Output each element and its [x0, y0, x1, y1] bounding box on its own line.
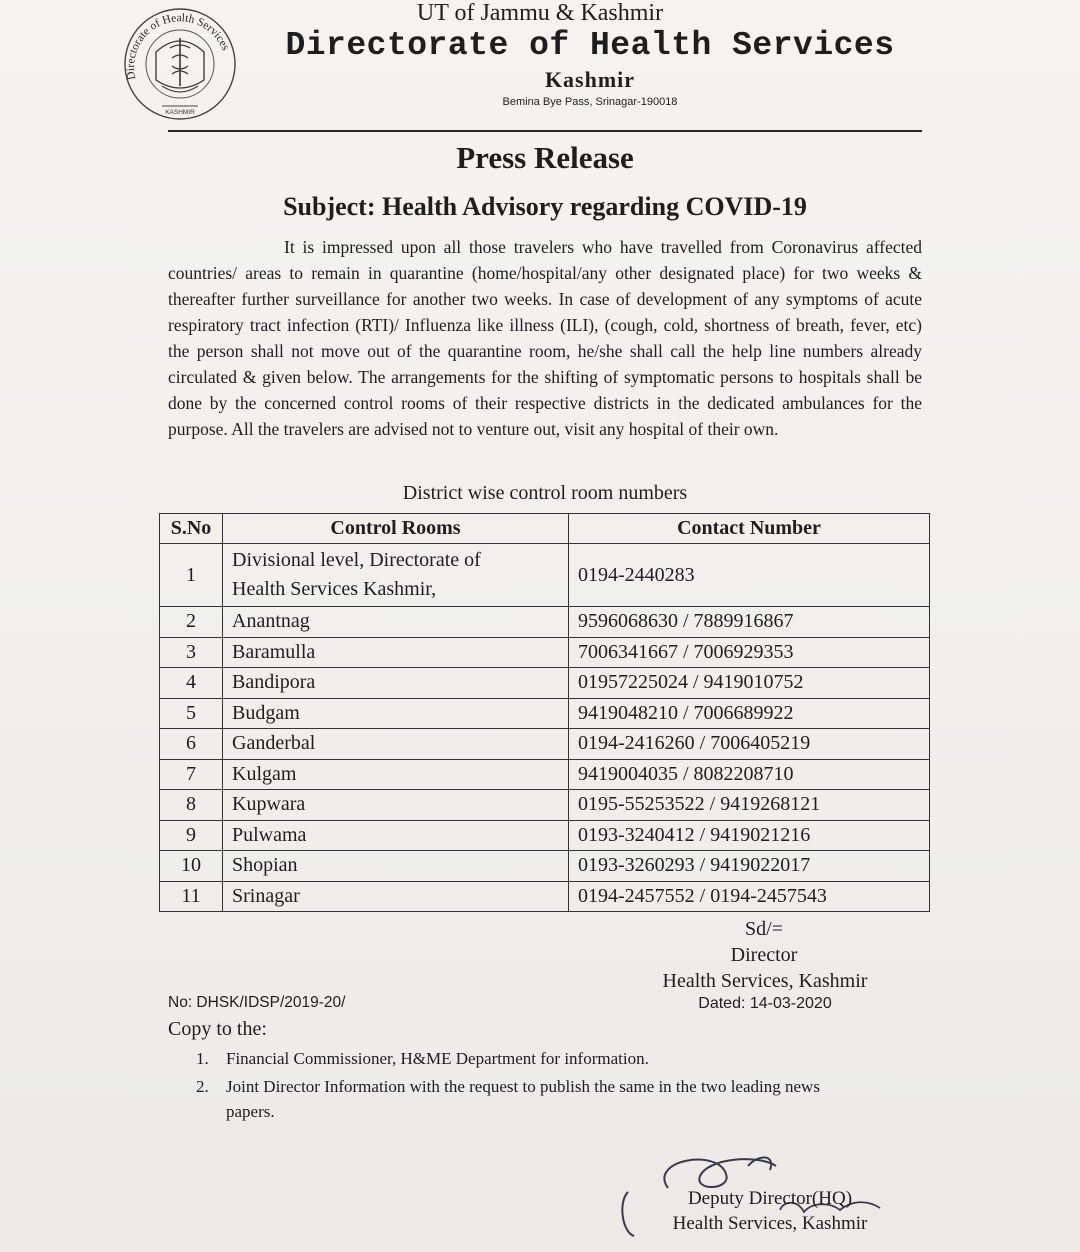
row-control-room: Kupwara [223, 790, 569, 821]
row-sno: 11 [160, 881, 223, 912]
copy-to-item-number: 1. [196, 1049, 209, 1068]
row-contact-number: 7006341667 / 7006929353 [569, 637, 930, 668]
row-sno: 10 [160, 851, 223, 882]
department-name: Directorate of Health Services [285, 27, 895, 64]
advisory-paragraph: It is impressed upon all those travelers who have travelled from Coronavirus affected countries/ areas to remain in quarantine (home/hospital/any other designated place) for two weeks & thereafter further surveillance for another two weeks. In case of development of any symptoms of acute respiratory tract infection (RTI)/ Influenza like illness (ILI), (cough, cold, shortness of breath, fever, etc) the person shall not move out of the quarantine room, he/she shall call the help line numbers already circulated & given below. The arrangements for the shifting of symptomatic persons to hospitals shall be done by the concerned control rooms of their respective districts in the dedicated ambulances for the purpose. All the travelers are advised not to venture out, visit any hospital of their own. [168, 237, 922, 439]
signatory-office: Health Services, Kashmir [672, 1213, 868, 1234]
table-row [160, 607, 930, 638]
copy-to-heading: Copy to the: [168, 1018, 267, 1040]
svg-text:Directorate of Health Services: Directorate of Health Services [124, 12, 232, 81]
column-header-contact-number: Contact Number [569, 514, 930, 544]
row-sno: 7 [160, 759, 223, 790]
header-divider [168, 130, 922, 132]
row-control-room [223, 544, 569, 607]
row-sno: 9 [160, 820, 223, 851]
row-contact-number: 0193-3240412 / 9419021216 [569, 820, 930, 851]
row-sno: 4 [160, 668, 223, 699]
row-contact-number: 0194-2457552 / 0194-2457543 [569, 881, 930, 912]
region-name: Kashmir [544, 67, 636, 92]
table-row [160, 698, 930, 729]
document-date: Dated: 14-03-2020 [698, 995, 832, 1012]
table-row [160, 729, 930, 760]
row-control-room: Shopian [223, 851, 569, 882]
row-contact-number: 9419004035 / 8082208710 [569, 759, 930, 790]
row-control-room: Ganderbal [223, 729, 569, 760]
table-row [160, 759, 930, 790]
svg-text:KASHMIR: KASHMIR [165, 109, 195, 116]
control-room-line: Health Services Kashmir, [232, 578, 437, 600]
control-room-table [159, 513, 930, 912]
column-header-sno: S.No [160, 514, 223, 544]
row-contact-number: 01957225024 / 9419010752 [569, 668, 930, 699]
row-sno: 1 [160, 544, 223, 607]
control-room-line: Divisional level, Directorate of [232, 549, 481, 571]
row-control-room: Kulgam [223, 759, 569, 790]
row-control-room: Budgam [223, 698, 569, 729]
table-row [160, 668, 930, 699]
table-row [160, 851, 930, 882]
copy-to-item-text: Joint Director Information with the request to publish the same in the two leading news [226, 1077, 820, 1096]
copy-to-item-text: Financial Commissioner, H&ME Department for information. [226, 1049, 649, 1068]
signoff-designation: Director [730, 944, 798, 966]
row-contact-number: 0194-2416260 / 7006405219 [569, 729, 930, 760]
row-contact-number: 0195-55253522 / 9419268121 [569, 790, 930, 821]
copy-to-item [196, 1046, 922, 1072]
department-seal-logo [122, 2, 238, 122]
copy-to-continuation: papers. [226, 1102, 275, 1121]
department-address: Bemina Bye Pass, Srinagar-190018 [502, 96, 678, 108]
row-control-room: Srinagar [223, 881, 569, 912]
row-control-room: Bandipora [223, 668, 569, 699]
table-row [160, 544, 930, 607]
copy-to-item [196, 1074, 922, 1100]
table-row [160, 820, 930, 851]
row-contact-number: 9596068630 / 7889916867 [569, 607, 930, 638]
signoff-office: Health Services, Kashmir [662, 970, 868, 992]
row-sno: 6 [160, 729, 223, 760]
ut-name: UT of Jammu & Kashmir [416, 0, 664, 26]
row-contact-number: 0193-3260293 / 9419022017 [569, 851, 930, 882]
subject-line: Subject: Health Advisory regarding COVID-19 [283, 192, 807, 221]
row-contact-number: 0194-2440283 [569, 544, 930, 607]
row-contact-number: 9419048210 / 7006689922 [569, 698, 930, 729]
copy-to-item-number: 2. [196, 1077, 209, 1096]
table-row [160, 790, 930, 821]
table-header-row [160, 514, 930, 544]
row-sno: 2 [160, 607, 223, 638]
column-header-control-rooms: Control Rooms [223, 514, 569, 544]
row-control-room: Pulwama [223, 820, 569, 851]
signatory-designation: Deputy Director(HQ) [687, 1188, 853, 1209]
row-control-room: Baramulla [223, 637, 569, 668]
row-sno: 5 [160, 698, 223, 729]
row-sno: 8 [160, 790, 223, 821]
table-caption: District wise control room numbers [402, 482, 688, 504]
table-row [160, 637, 930, 668]
row-control-room: Anantnag [223, 607, 569, 638]
table-row [160, 881, 930, 912]
row-sno: 3 [160, 637, 223, 668]
reference-number: No: DHSK/IDSP/2019-20/ [168, 994, 346, 1011]
document-title: Press Release [456, 140, 634, 175]
signed-mark: Sd/= [745, 918, 783, 940]
